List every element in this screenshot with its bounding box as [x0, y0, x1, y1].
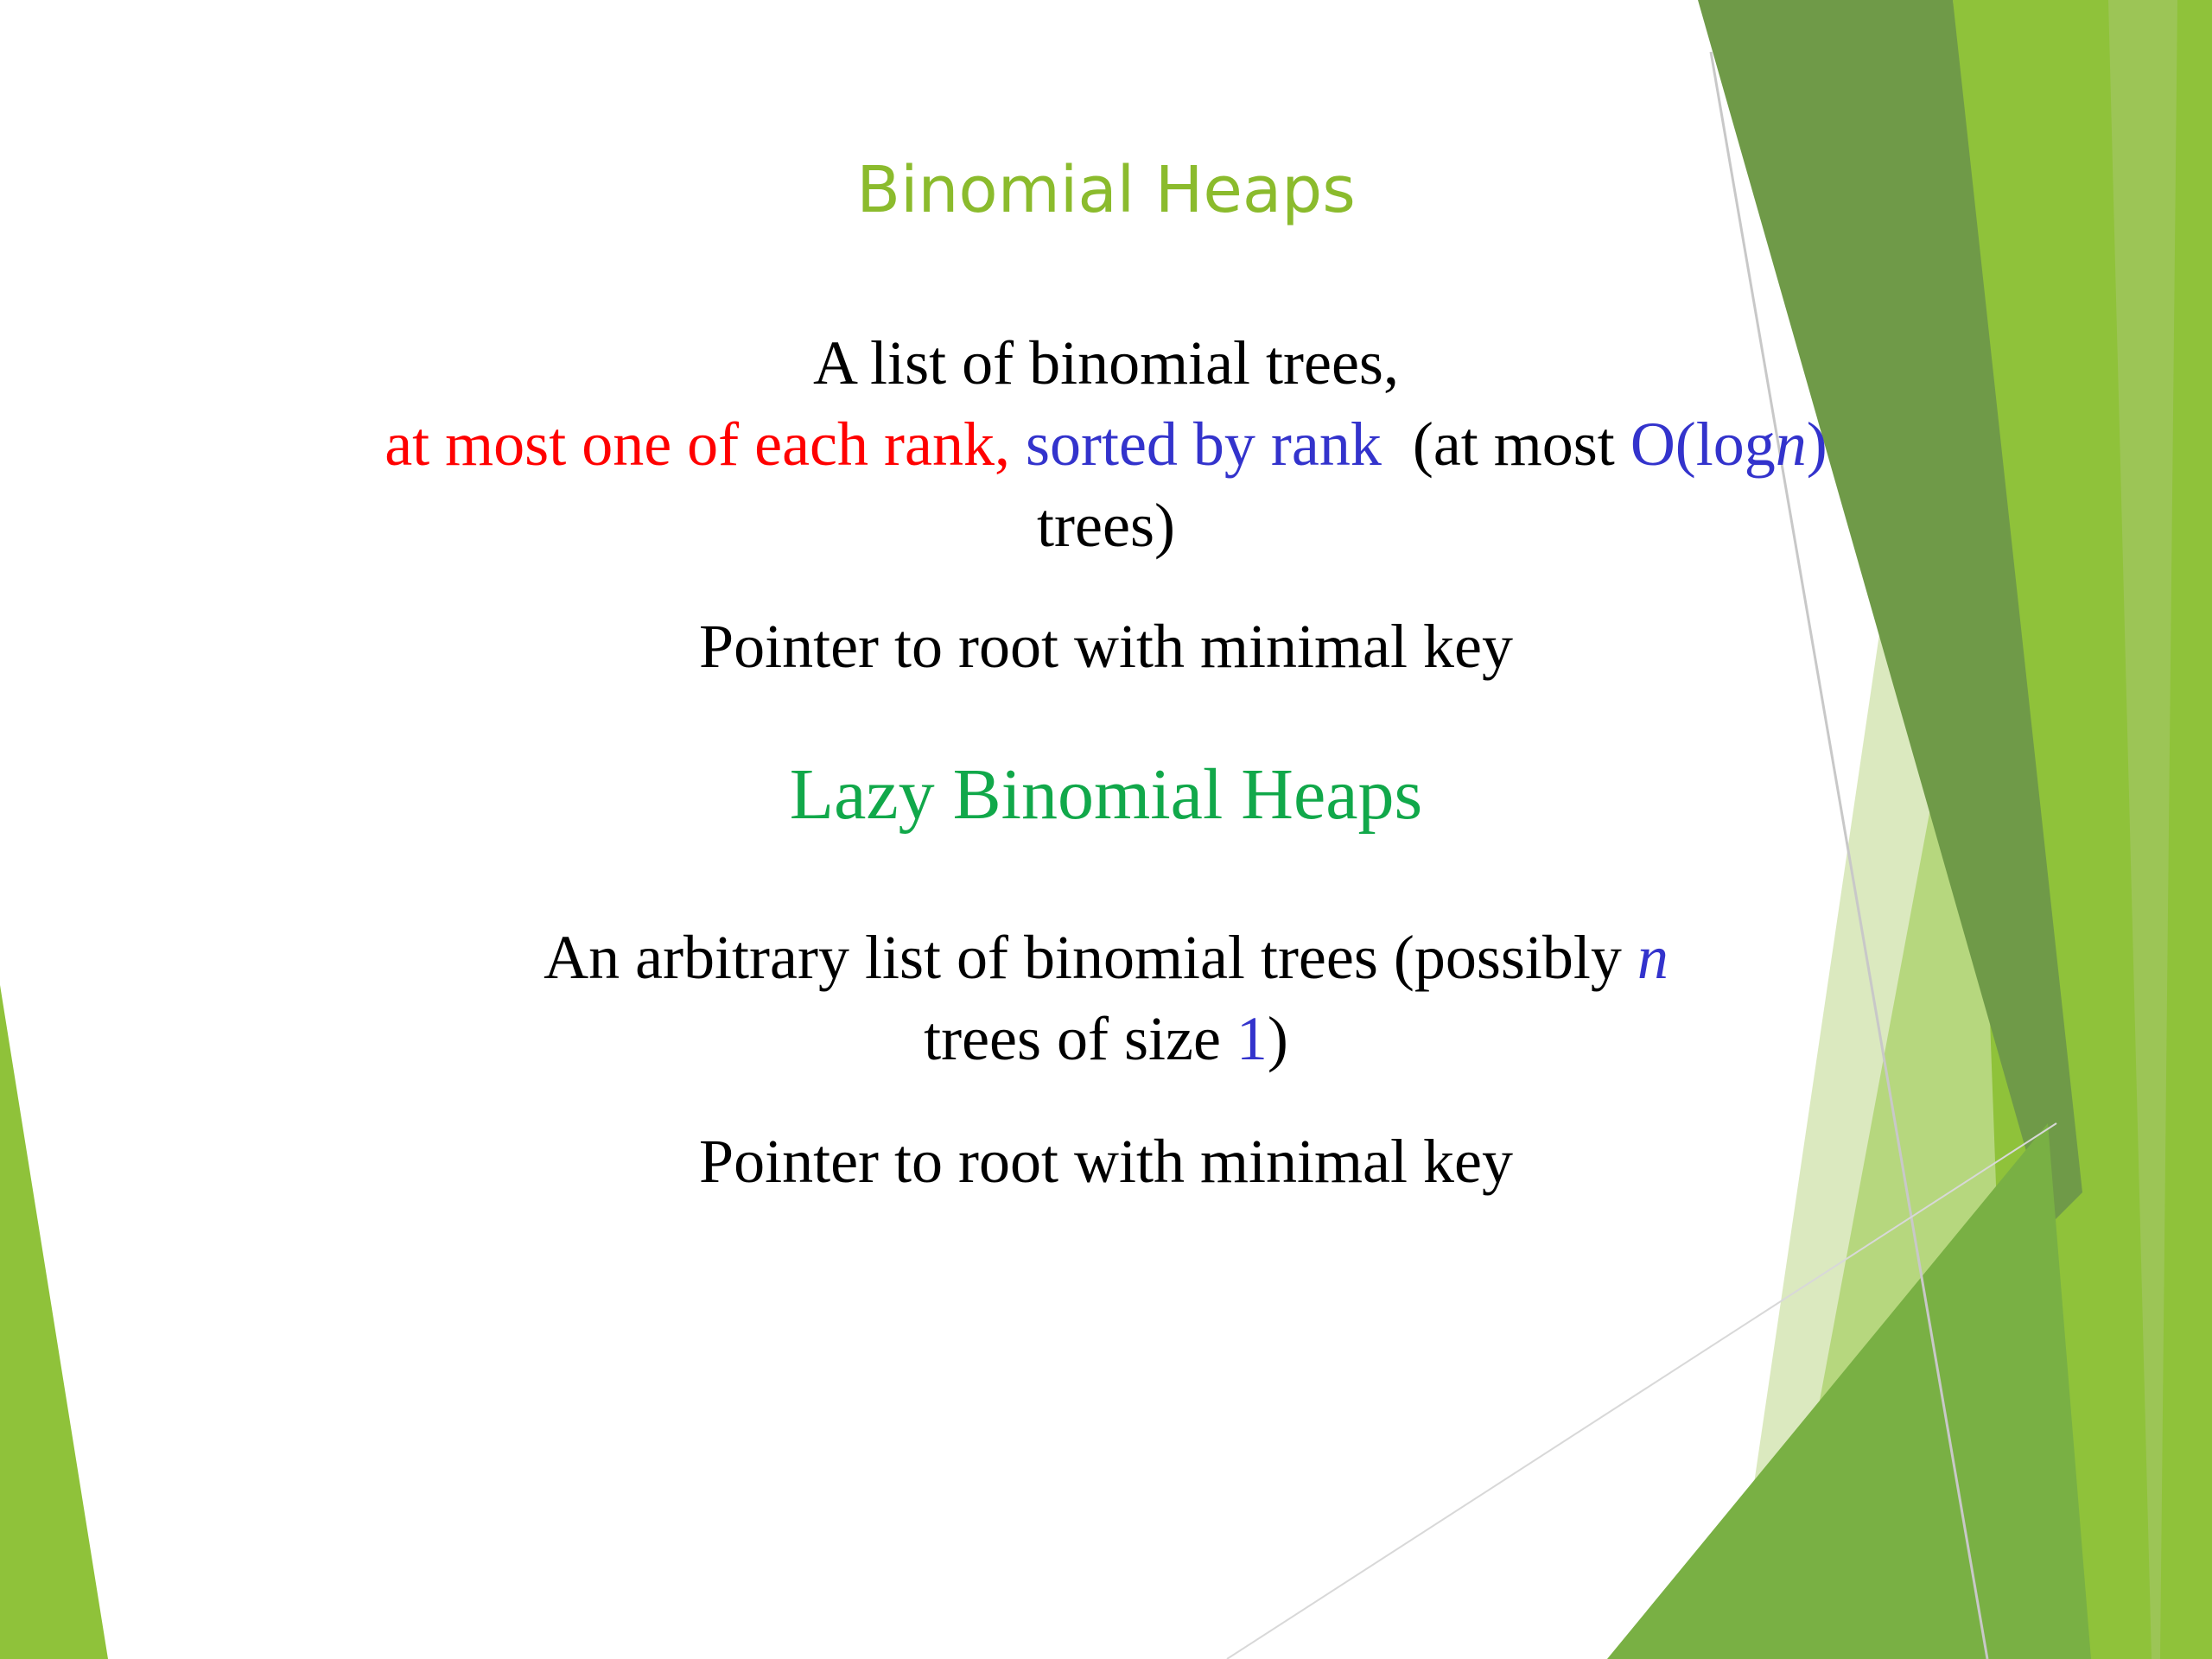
s2-line1-n: n	[1637, 923, 1669, 992]
s1-line2-n: n	[1775, 410, 1807, 479]
s2-pointer-text: Pointer to root with minimal key	[699, 1127, 1513, 1196]
s2-line2	[0, 997, 2212, 1080]
s1-pointer-text: Pointer to root with minimal key	[699, 612, 1513, 681]
subtitle-text: Lazy Binomial Heaps	[789, 754, 1423, 835]
s2-line2-close: )	[1267, 1004, 1288, 1073]
s1-pointer	[0, 605, 2212, 688]
s2-line1-text: An arbitrary list of binomial trees (possibly	[543, 923, 1622, 992]
s1-line2-o-text: O(log	[1630, 410, 1776, 479]
s1-line2-blue: sorted by rank	[1025, 410, 1382, 479]
s1-line3	[0, 484, 2212, 567]
s2-line2-text: trees of size	[924, 1004, 1221, 1073]
s1-line3-text: trees)	[1037, 491, 1175, 560]
s1-line2-black: (at most	[1412, 410, 1615, 479]
left-green-stripe	[0, 985, 108, 1659]
s1-line2	[0, 403, 2212, 486]
s1-line2-red: at most one of each rank,	[385, 410, 1010, 479]
s1-line1-text: A list of binomial trees,	[813, 328, 1399, 397]
s2-line1	[0, 916, 2212, 999]
s1-line2-o	[1630, 410, 1827, 479]
s2-line2-one: 1	[1236, 1004, 1268, 1073]
s2-pointer	[0, 1120, 2212, 1203]
subtitle	[0, 747, 2212, 842]
s1-line2-close: )	[1806, 410, 1827, 479]
s1-line1	[0, 321, 2212, 404]
slide-title: Binomial Heaps	[856, 153, 1356, 227]
